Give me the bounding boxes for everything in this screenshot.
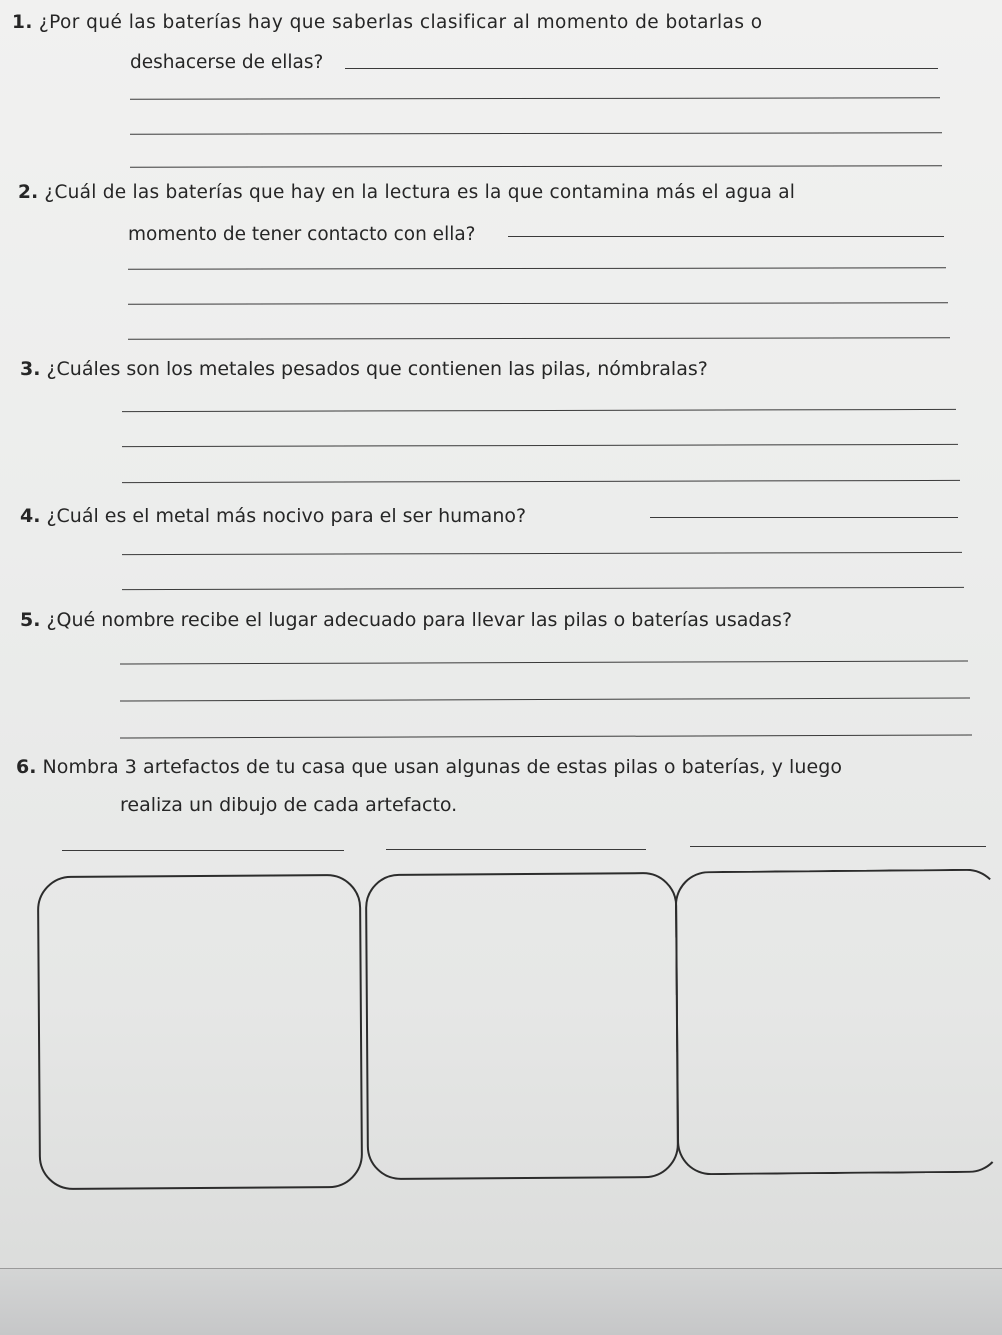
question-2-line-1 — [18, 182, 795, 204]
question-6-line-2: realiza un dibujo de cada artefacto. — [120, 794, 458, 816]
answer-line[interactable] — [130, 165, 942, 167]
answer-line[interactable] — [128, 337, 950, 339]
answer-line[interactable] — [122, 444, 958, 447]
question-3-line-1 — [20, 358, 708, 380]
answer-line[interactable] — [130, 132, 942, 134]
question-1-line-2: deshacerse de ellas? — [130, 52, 324, 73]
drawing-box-1[interactable] — [37, 874, 363, 1190]
answer-line[interactable] — [120, 698, 970, 702]
question-1-text: ¿Por qué las baterías hay que saberlas clasificar al momento de botarlas o — [38, 12, 763, 33]
question-1-number: 1. — [12, 12, 33, 33]
question-2-line-2: momento de tener contacto con ella? — [128, 224, 476, 245]
answer-line[interactable] — [130, 97, 940, 99]
question-5-number: 5. — [20, 609, 41, 631]
answer-line[interactable] — [120, 735, 972, 739]
question-6-text: Nombra 3 artefactos de tu casa que usan algunas de estas pilas o baterías, y luego — [42, 756, 843, 778]
answer-line[interactable] — [122, 409, 956, 412]
question-3-text: ¿Cuáles son los metales pesados que contienen las pilas, nómbralas? — [46, 358, 708, 380]
question-4-line-1 — [20, 505, 526, 527]
drawing-box-3[interactable] — [675, 869, 1002, 1176]
question-4-text: ¿Cuál es el metal más nocivo para el ser humano? — [46, 505, 527, 527]
answer-line[interactable] — [345, 68, 938, 69]
answer-line[interactable] — [120, 661, 968, 665]
answer-line[interactable] — [128, 267, 946, 269]
question-5-line-1 — [20, 609, 792, 631]
answer-line[interactable] — [122, 552, 962, 555]
answer-line[interactable] — [128, 302, 948, 304]
artifact-name-line-3[interactable] — [690, 846, 986, 847]
question-6-line-1 — [16, 756, 842, 778]
artifact-name-line-2[interactable] — [386, 849, 646, 850]
answer-line[interactable] — [122, 587, 964, 590]
question-1-line-1 — [12, 12, 763, 34]
question-3-number: 3. — [20, 358, 41, 380]
drawing-box-2[interactable] — [365, 872, 679, 1180]
desk-surface — [0, 1268, 1002, 1335]
question-6-number: 6. — [16, 756, 37, 778]
question-4-number: 4. — [20, 505, 41, 527]
answer-line[interactable] — [650, 517, 958, 518]
question-5-text: ¿Qué nombre recibe el lugar adecuado para llevar las pilas o baterías usadas? — [46, 609, 793, 631]
question-2-text: ¿Cuál de las baterías que hay en la lectura es la que contamina más el agua al — [44, 182, 796, 203]
artifact-name-line-1[interactable] — [62, 850, 344, 851]
answer-line[interactable] — [508, 236, 944, 237]
question-2-number: 2. — [18, 182, 39, 203]
answer-line[interactable] — [122, 480, 960, 483]
